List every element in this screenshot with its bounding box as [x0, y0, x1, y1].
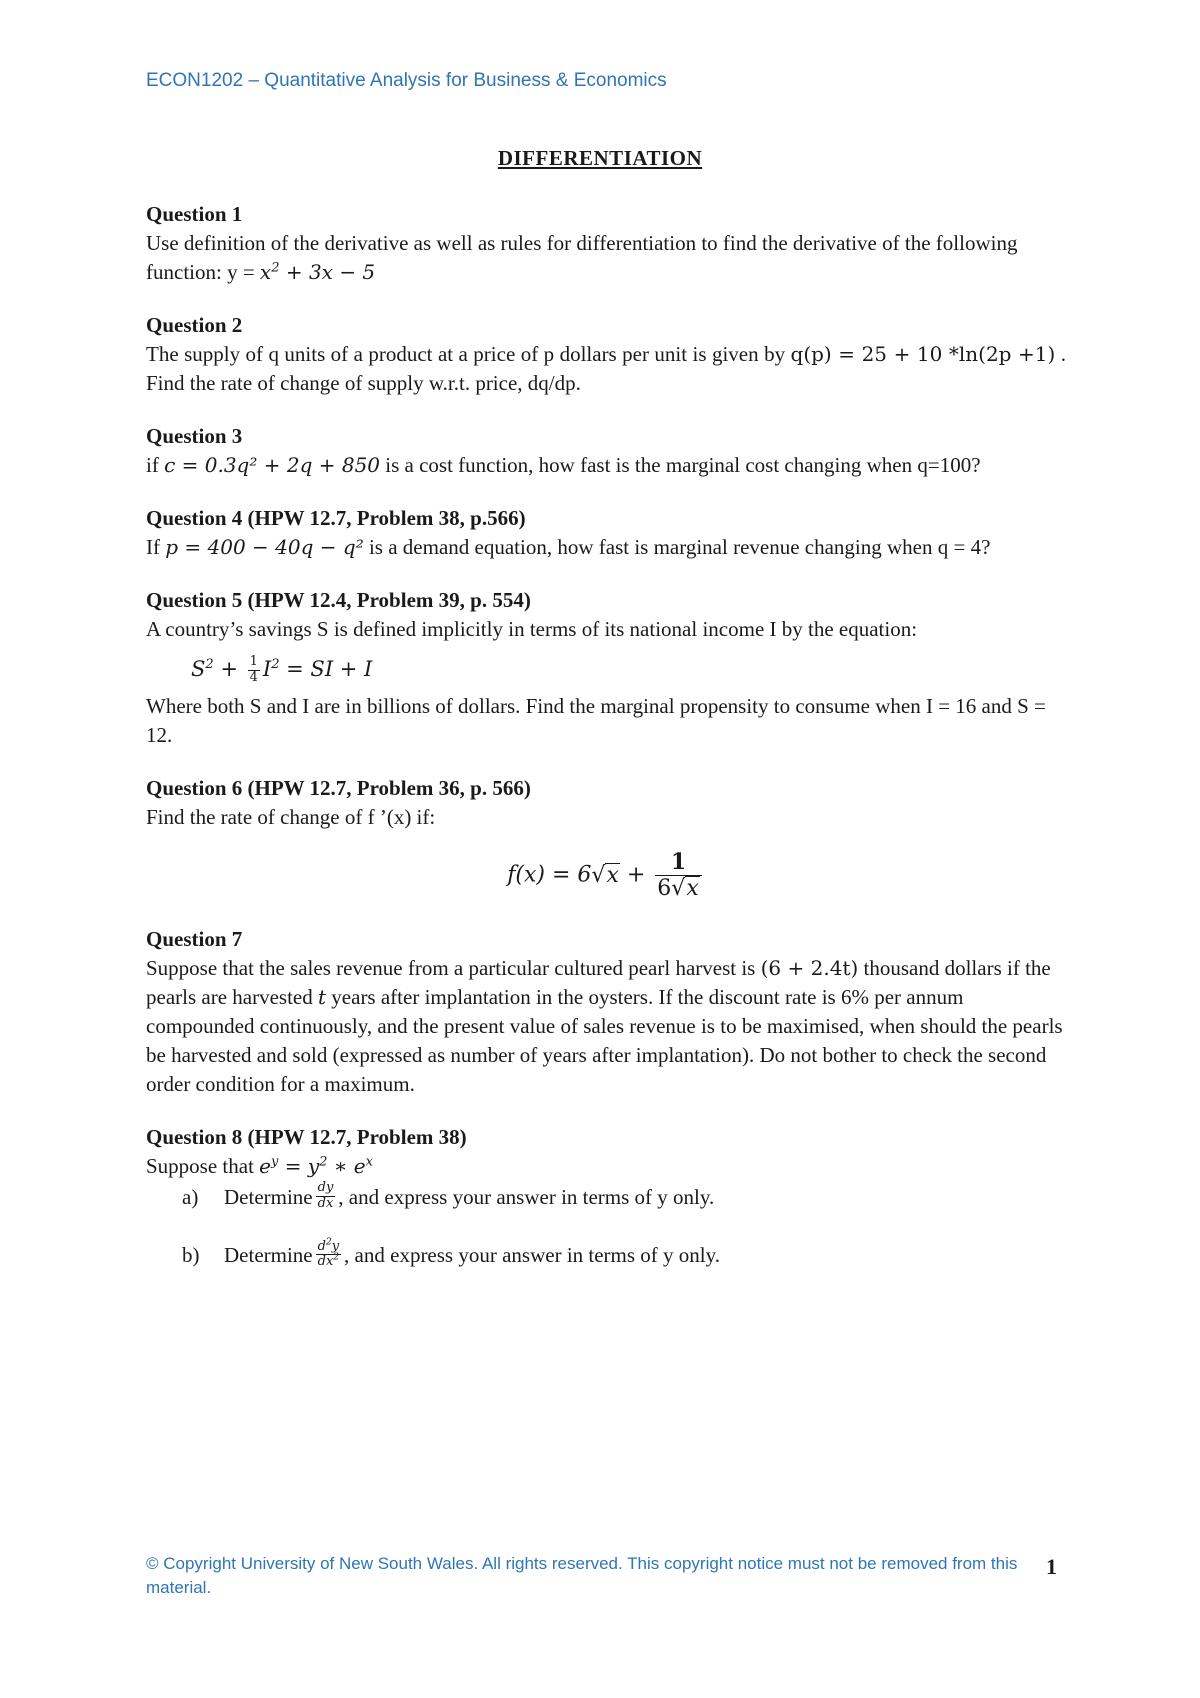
- question-body: [146, 340, 1066, 398]
- question-body: [146, 229, 1066, 287]
- question-title: Question 2: [146, 313, 243, 337]
- part-prefix: Determine: [224, 1242, 313, 1267]
- question-text: Suppose that the sales revenue from a particular cultured pearl harvest is: [146, 956, 756, 981]
- question-text: Find the rate of change of f ’(x) if:: [146, 805, 436, 829]
- question-text: if: [146, 453, 159, 477]
- part-suffix: , and express your answer in terms of y only.: [338, 1184, 715, 1209]
- question-2: [146, 311, 1066, 398]
- part-label: b): [182, 1242, 200, 1267]
- question-body: [146, 533, 1066, 562]
- demand-equation: p = 400 − 40q − q²: [165, 535, 364, 559]
- question-3: [146, 422, 1066, 480]
- question-5: [146, 586, 1066, 750]
- supply-function: q(p) = 25 + 10 *ln(2p +1): [790, 342, 1056, 366]
- question-text: Suppose that: [146, 1154, 254, 1179]
- question-text: years after implantation in the oysters. If the discount rate is 6% per annum compounded continuously, and the present value of sales revenue is to be maximised, when should the pearls be harvested and sold (expressed as number of years after implantation). Do not bother to check the second order condition for a maximum.: [146, 985, 1063, 1097]
- part-b: [146, 1237, 1066, 1270]
- question-7: [146, 925, 1066, 1099]
- question-list: [146, 200, 1066, 1294]
- course-header: ECON1202 – Quantitative Analysis for Business & Economics: [146, 70, 667, 91]
- question-title: Question 1: [146, 202, 243, 226]
- question-text: thousand dollars if the pearls are harvested: [146, 956, 1051, 1010]
- copyright-notice: © Copyright University of New South Wales. All rights reserved. This copyright notice must not be removed from this material.: [146, 1554, 1018, 1597]
- question-title: Question 5 (HPW 12.4, Problem 39, p. 554): [146, 588, 531, 612]
- question-text: The supply of q units of a product at a price of p dollars per unit is given by: [146, 342, 786, 366]
- function-expression: $x^2 + 3x - 5$: [259, 260, 376, 284]
- question-title: Question 4 (HPW 12.7, Problem 38, p.566): [146, 506, 526, 530]
- exponential-equation: $e^y = y^2$ ∗ $e^x$: [259, 1154, 373, 1179]
- question-text: Where both S and I are in billions of dollars. Find the marginal propensity to consume when I = 16 and S = 12.: [146, 694, 1046, 747]
- part-a: [146, 1181, 1066, 1211]
- question-title: Question 3: [146, 424, 243, 448]
- savings-equation: $S^2$ + $\frac{1}{4}$ $I^2$ = SI + I: [191, 654, 373, 685]
- question-6: [146, 774, 1066, 901]
- question-body: [146, 954, 1066, 1099]
- part-prefix: Determine: [224, 1184, 313, 1209]
- cost-function: c = 0.3q² + 2q + 850: [164, 453, 381, 477]
- question-8: [146, 1123, 1066, 1269]
- question-text: is a demand equation, how fast is marginal revenue changing when q = 4?: [368, 535, 991, 559]
- time-variable: t: [318, 985, 327, 1010]
- revenue-expression: (6 + 2.4t): [760, 956, 859, 981]
- page-number: 1: [1046, 1554, 1057, 1579]
- question-text: If: [146, 535, 160, 559]
- question-text: Use definition of the derivative as well as rules for differentiation to find the derivative of the following function: y =: [146, 231, 1018, 284]
- question-body: [146, 1152, 1066, 1181]
- question-text: is a cost function, how fast is the marginal cost changing when q=100?: [385, 453, 981, 477]
- question-title: Question 6 (HPW 12.7, Problem 36, p. 566): [146, 776, 531, 800]
- question-title: Question 7: [146, 927, 243, 952]
- document-title: DIFFERENTIATION: [497, 146, 703, 170]
- question-1: [146, 200, 1066, 287]
- question-text: A country’s savings S is defined implicitly in terms of its national income I by the equation:: [146, 617, 918, 641]
- part-label: a): [182, 1184, 199, 1209]
- question-body: [146, 451, 1066, 480]
- question-text: . Find the rate of change of supply w.r.t. price, dq/dp.: [146, 342, 1066, 395]
- second-derivative-fraction: $\frac{d^2y}{dx^2}$: [317, 1237, 340, 1270]
- question-4: [146, 504, 1066, 562]
- part-suffix: , and express your answer in terms of y only.: [344, 1242, 721, 1267]
- question-title: Question 8 (HPW 12.7, Problem 38): [146, 1125, 467, 1150]
- function-equation: f(x) = 6√ x + 1 6√ x: [146, 850, 1066, 901]
- first-derivative-fraction: $\frac{dy}{dx}$: [317, 1180, 334, 1211]
